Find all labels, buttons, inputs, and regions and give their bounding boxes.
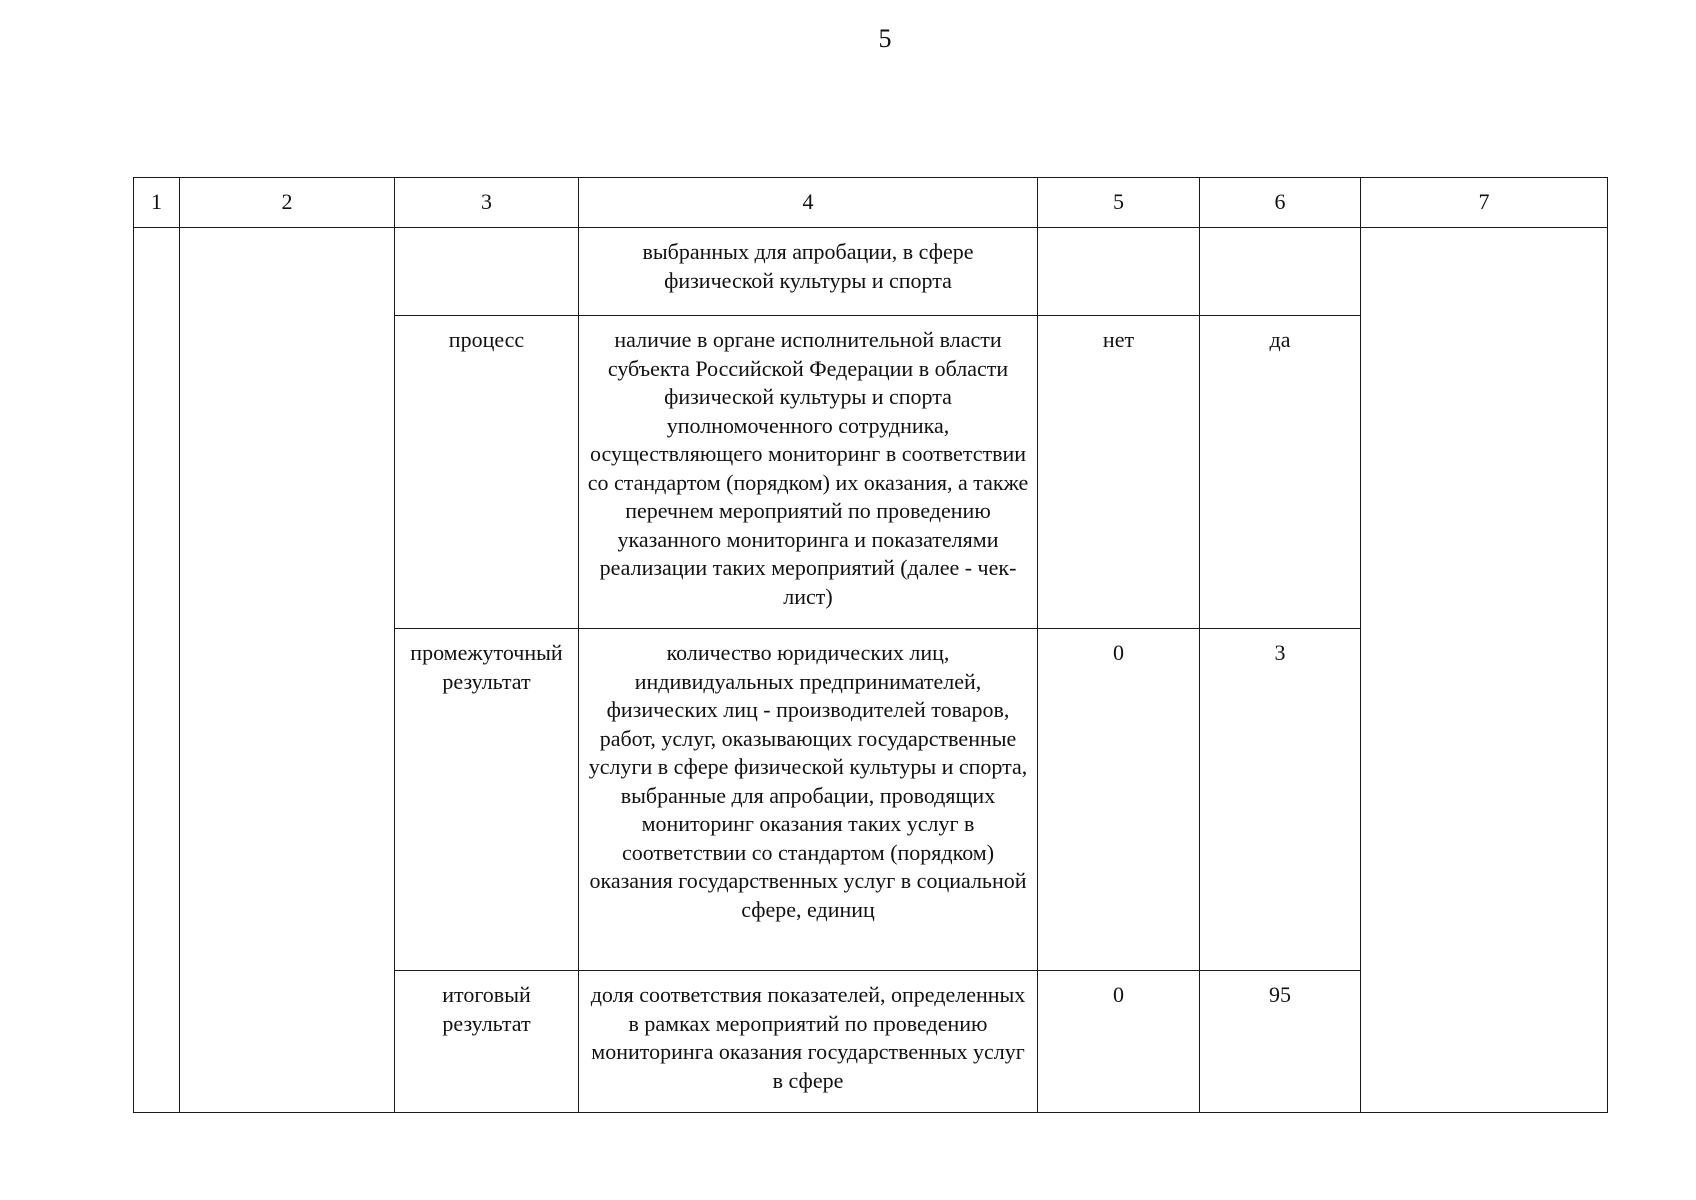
stage-cell: процесс (395, 316, 579, 629)
stage-cell: промежуточный результат (395, 629, 579, 971)
base-value-cell: нет (1038, 316, 1200, 629)
base-value-cell: 0 (1038, 971, 1200, 1113)
table-row (134, 228, 1608, 316)
column-header: 2 (180, 178, 395, 228)
page-number: 5 (878, 24, 892, 53)
description-cell: количество юридических лиц, индивидуальных предпринимателей, физических лиц - производителей товаров, работ, услуг, оказывающих государственные услуги в сфере физической культуры и спорта, выбранные для апробации, проводящих мониторинг оказания таких услуг в соответствии со стандартом (порядком) оказания государственных услуг в социальной сфере, единиц (579, 629, 1038, 971)
column-header: 7 (1361, 178, 1608, 228)
column-header: 3 (395, 178, 579, 228)
description-cell: наличие в органе исполнительной власти субъекта Российской Федерации в области физической культуры и спорта уполномоченного сотрудника, осуществляющего мониторинг в соответствии со стандартом (порядком) их оказания, а также перечнем мероприятий по проведению указанного мониторинга и показателями реализации таких мероприятий (далее - чек-лист) (579, 316, 1038, 629)
indicators-table (133, 177, 1608, 1113)
description-cell: выбранных для апробации, в сфере физической культуры и спорта (579, 228, 1038, 316)
col-7-cell (1361, 228, 1608, 1113)
column-header: 4 (579, 178, 1038, 228)
base-value-cell (1038, 228, 1200, 316)
column-header: 6 (1200, 178, 1361, 228)
target-value-cell: 3 (1200, 629, 1361, 971)
stage-cell: итоговый результат (395, 971, 579, 1113)
target-value-cell: да (1200, 316, 1361, 629)
target-value-cell: 95 (1200, 971, 1361, 1113)
column-header: 1 (134, 178, 180, 228)
column-header: 5 (1038, 178, 1200, 228)
description-cell: доля соответствия показателей, определенных в рамках мероприятий по проведению мониторинга оказания государственных услуг в сфере (579, 971, 1038, 1113)
stage-cell (395, 228, 579, 316)
base-value-cell: 0 (1038, 629, 1200, 971)
col-1-cell (134, 228, 180, 1113)
col-2-cell (180, 228, 395, 1113)
target-value-cell (1200, 228, 1361, 316)
table-header-row (134, 178, 1608, 228)
